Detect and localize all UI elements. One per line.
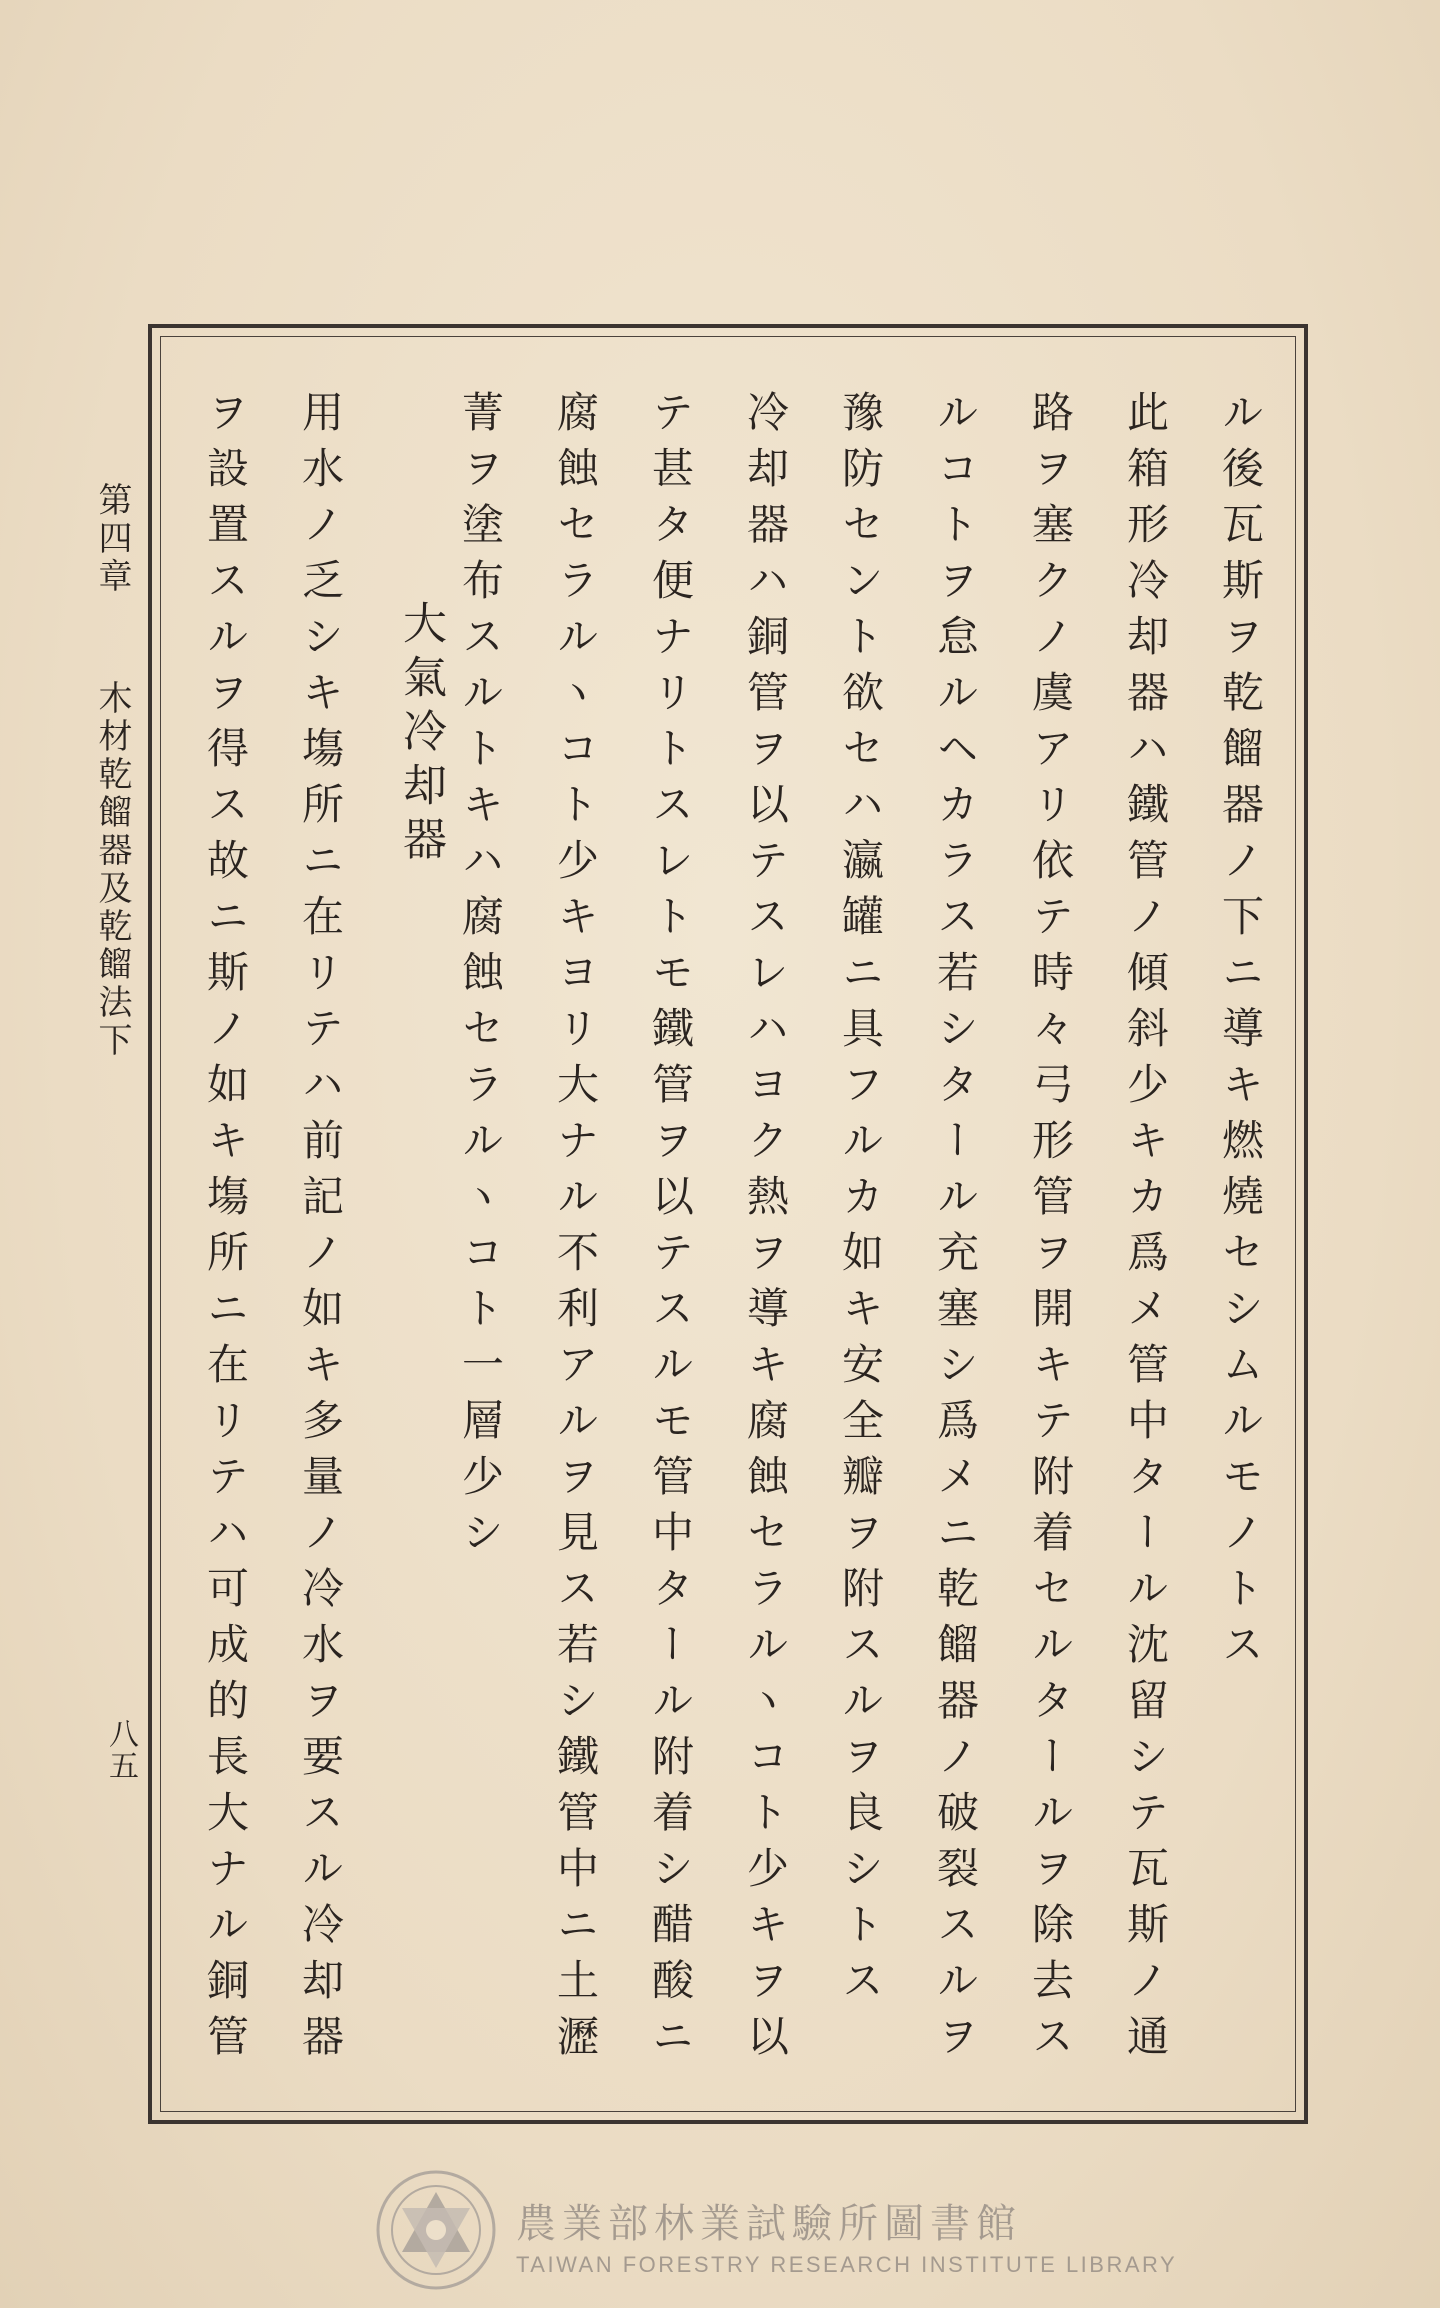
text-column-2: 此箱形冷却器ハ鐵管ノ傾斜少キカ爲メ管中タール沈留シテ瓦斯ノ通 <box>1121 390 1170 2070</box>
library-name-chinese: 農業部林業試驗所圖書館 <box>516 2201 1022 2247</box>
text-column-9: 菁ヲ塗布スルトキハ腐蝕セラルヽコト一層少シ <box>456 390 505 1566</box>
text-column-8: 腐蝕セラルヽコト少キヨリ大ナル不利アルヲ見ス若シ鐵管中ニ土瀝 <box>551 390 600 2070</box>
running-head-title: 木材乾餾器及乾餾法下 <box>92 680 132 1060</box>
text-column-7: テ甚タ便ナリトスレトモ鐵管ヲ以テスルモ管中タール附着シ醋酸ニ <box>646 390 695 2070</box>
text-column-6: 冷却器ハ銅管ヲ以テスレハヨク熱ヲ導キ腐蝕セラルヽコト少キヲ以 <box>741 390 790 2070</box>
running-head-chapter: 第四章 <box>92 482 132 596</box>
text-column-1: ル後瓦斯ヲ乾餾器ノ下ニ導キ燃燒セシムルモノトス <box>1216 390 1265 1678</box>
text-column-4: ルコトヲ怠ルヘカラス若シタール充塞シ爲メニ乾餾器ノ破裂スルヲ <box>931 390 980 2070</box>
text-column-3: 路ヲ塞クノ虞アリ依テ時々弓形管ヲ開キテ附着セルタールヲ除去ス <box>1026 390 1075 2070</box>
text-column-10: 用水ノ乏シキ塲所ニ在リテハ前記ノ如キ多量ノ冷水ヲ要スル冷却器 <box>296 390 345 2070</box>
library-seal-icon <box>374 2168 498 2292</box>
text-column-11: ヲ設置スルヲ得ス故ニ斯ノ如キ塲所ニ在リテハ可成的長大ナル銅管 <box>201 390 250 2070</box>
page-number: 八五 <box>103 1718 138 1782</box>
text-column-5: 豫防セント欲セハ瀛罐ニ具フルカ如キ安全瓣ヲ附スルヲ良シトス <box>836 390 885 2014</box>
library-name-english: TAIWAN FORESTRY RESEARCH INSTITUTE LIBRARY <box>516 2252 1178 2277</box>
section-heading: 大氣冷却器 <box>395 600 446 870</box>
